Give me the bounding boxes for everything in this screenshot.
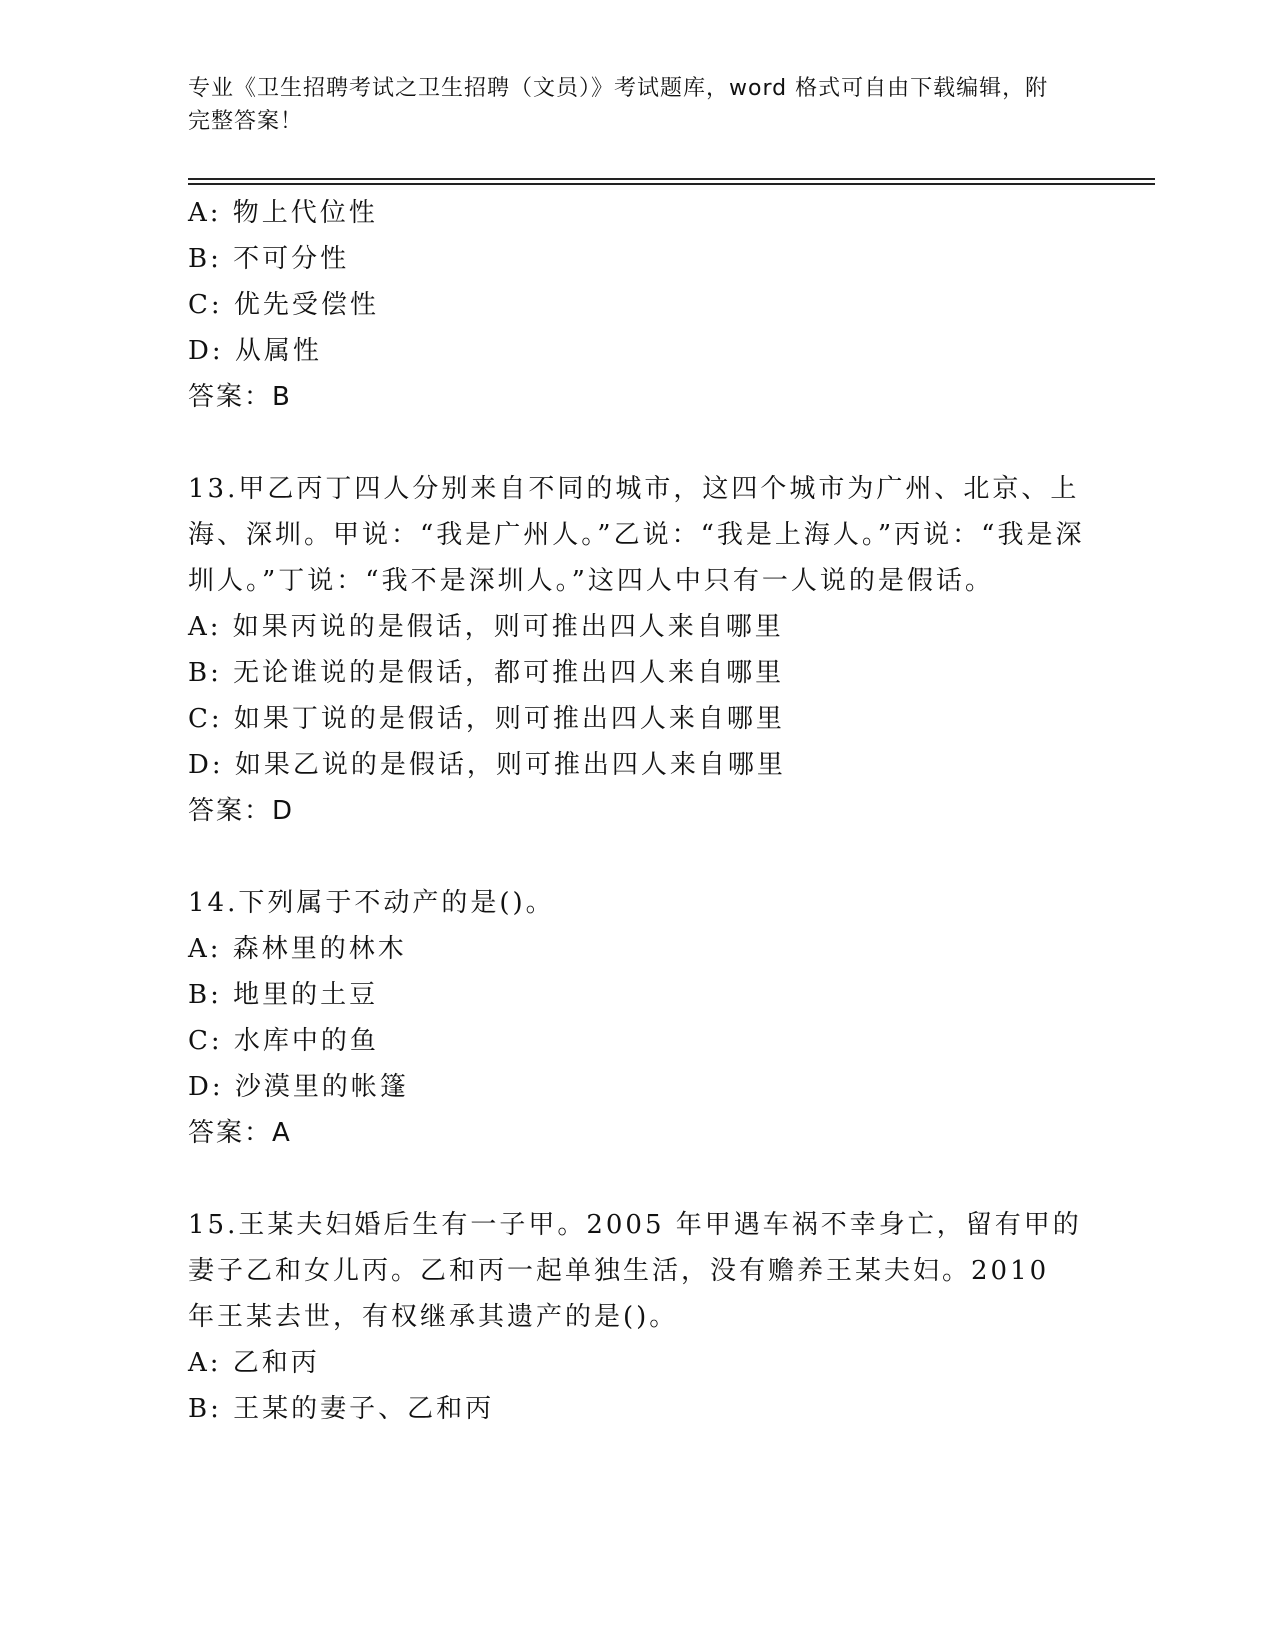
question-stem: 15.王某夫妇婚后生有一子甲。2005 年甲遇车祸不幸身亡，留有甲的妻子乙和女儿丙。乙和丙一起单独生活，没有赡养王某夫妇。2010 年王某去世，有权继承其遗产的是()。 (188, 1210, 1082, 1332)
option-c: C: 如果丁说的是假话，则可推出四人来自哪里 (188, 704, 785, 734)
option-a: A: 乙和丙 (188, 1348, 320, 1378)
answer-label: 答案：D (188, 796, 295, 826)
option-b: B: 王某的妻子、乙和丙 (188, 1394, 495, 1424)
option-d: D: 如果乙说的是假话，则可推出四人来自哪里 (188, 750, 786, 780)
option-b: B: 不可分性 (188, 244, 350, 274)
question-stem: 14.下列属于不动产的是()。 (188, 888, 555, 918)
option-c: C: 优先受偿性 (188, 290, 379, 320)
option-a: A: 森林里的林木 (188, 934, 407, 964)
question-list (188, 190, 1088, 1432)
question-15 (188, 1202, 1088, 1432)
question-stem: 13.甲乙丙丁四人分别来自不同的城市，这四个城市为广州、北京、上海、深圳。甲说：“我是广州人。”乙说：“我是上海人。”丙说：“我是深圳人。”丁说：“我不是深圳人。”这四人中只有一人说的是假话。 (188, 474, 1085, 596)
question-14 (188, 880, 1088, 1156)
option-d: D: 从属性 (188, 336, 322, 366)
option-d: D: 沙漠里的帐篷 (188, 1072, 409, 1102)
answer-label: 答案：B (188, 382, 292, 412)
question-12 (188, 190, 1088, 420)
question-13 (188, 466, 1088, 834)
document-header: 专业《卫生招聘考试之卫生招聘（文员）》考试题库，word 格式可自由下载编辑，附完整答案！ (188, 76, 1049, 134)
option-a: A: 物上代位性 (188, 198, 378, 228)
option-c: C: 水库中的鱼 (188, 1026, 379, 1056)
answer-label: 答案：A (188, 1118, 292, 1148)
header-divider-bottom (188, 183, 1155, 185)
header-divider-top (188, 178, 1155, 180)
option-b: B: 无论谁说的是假话，都可推出四人来自哪里 (188, 658, 785, 688)
option-b: B: 地里的土豆 (188, 980, 379, 1010)
option-a: A: 如果丙说的是假话，则可推出四人来自哪里 (188, 612, 784, 642)
